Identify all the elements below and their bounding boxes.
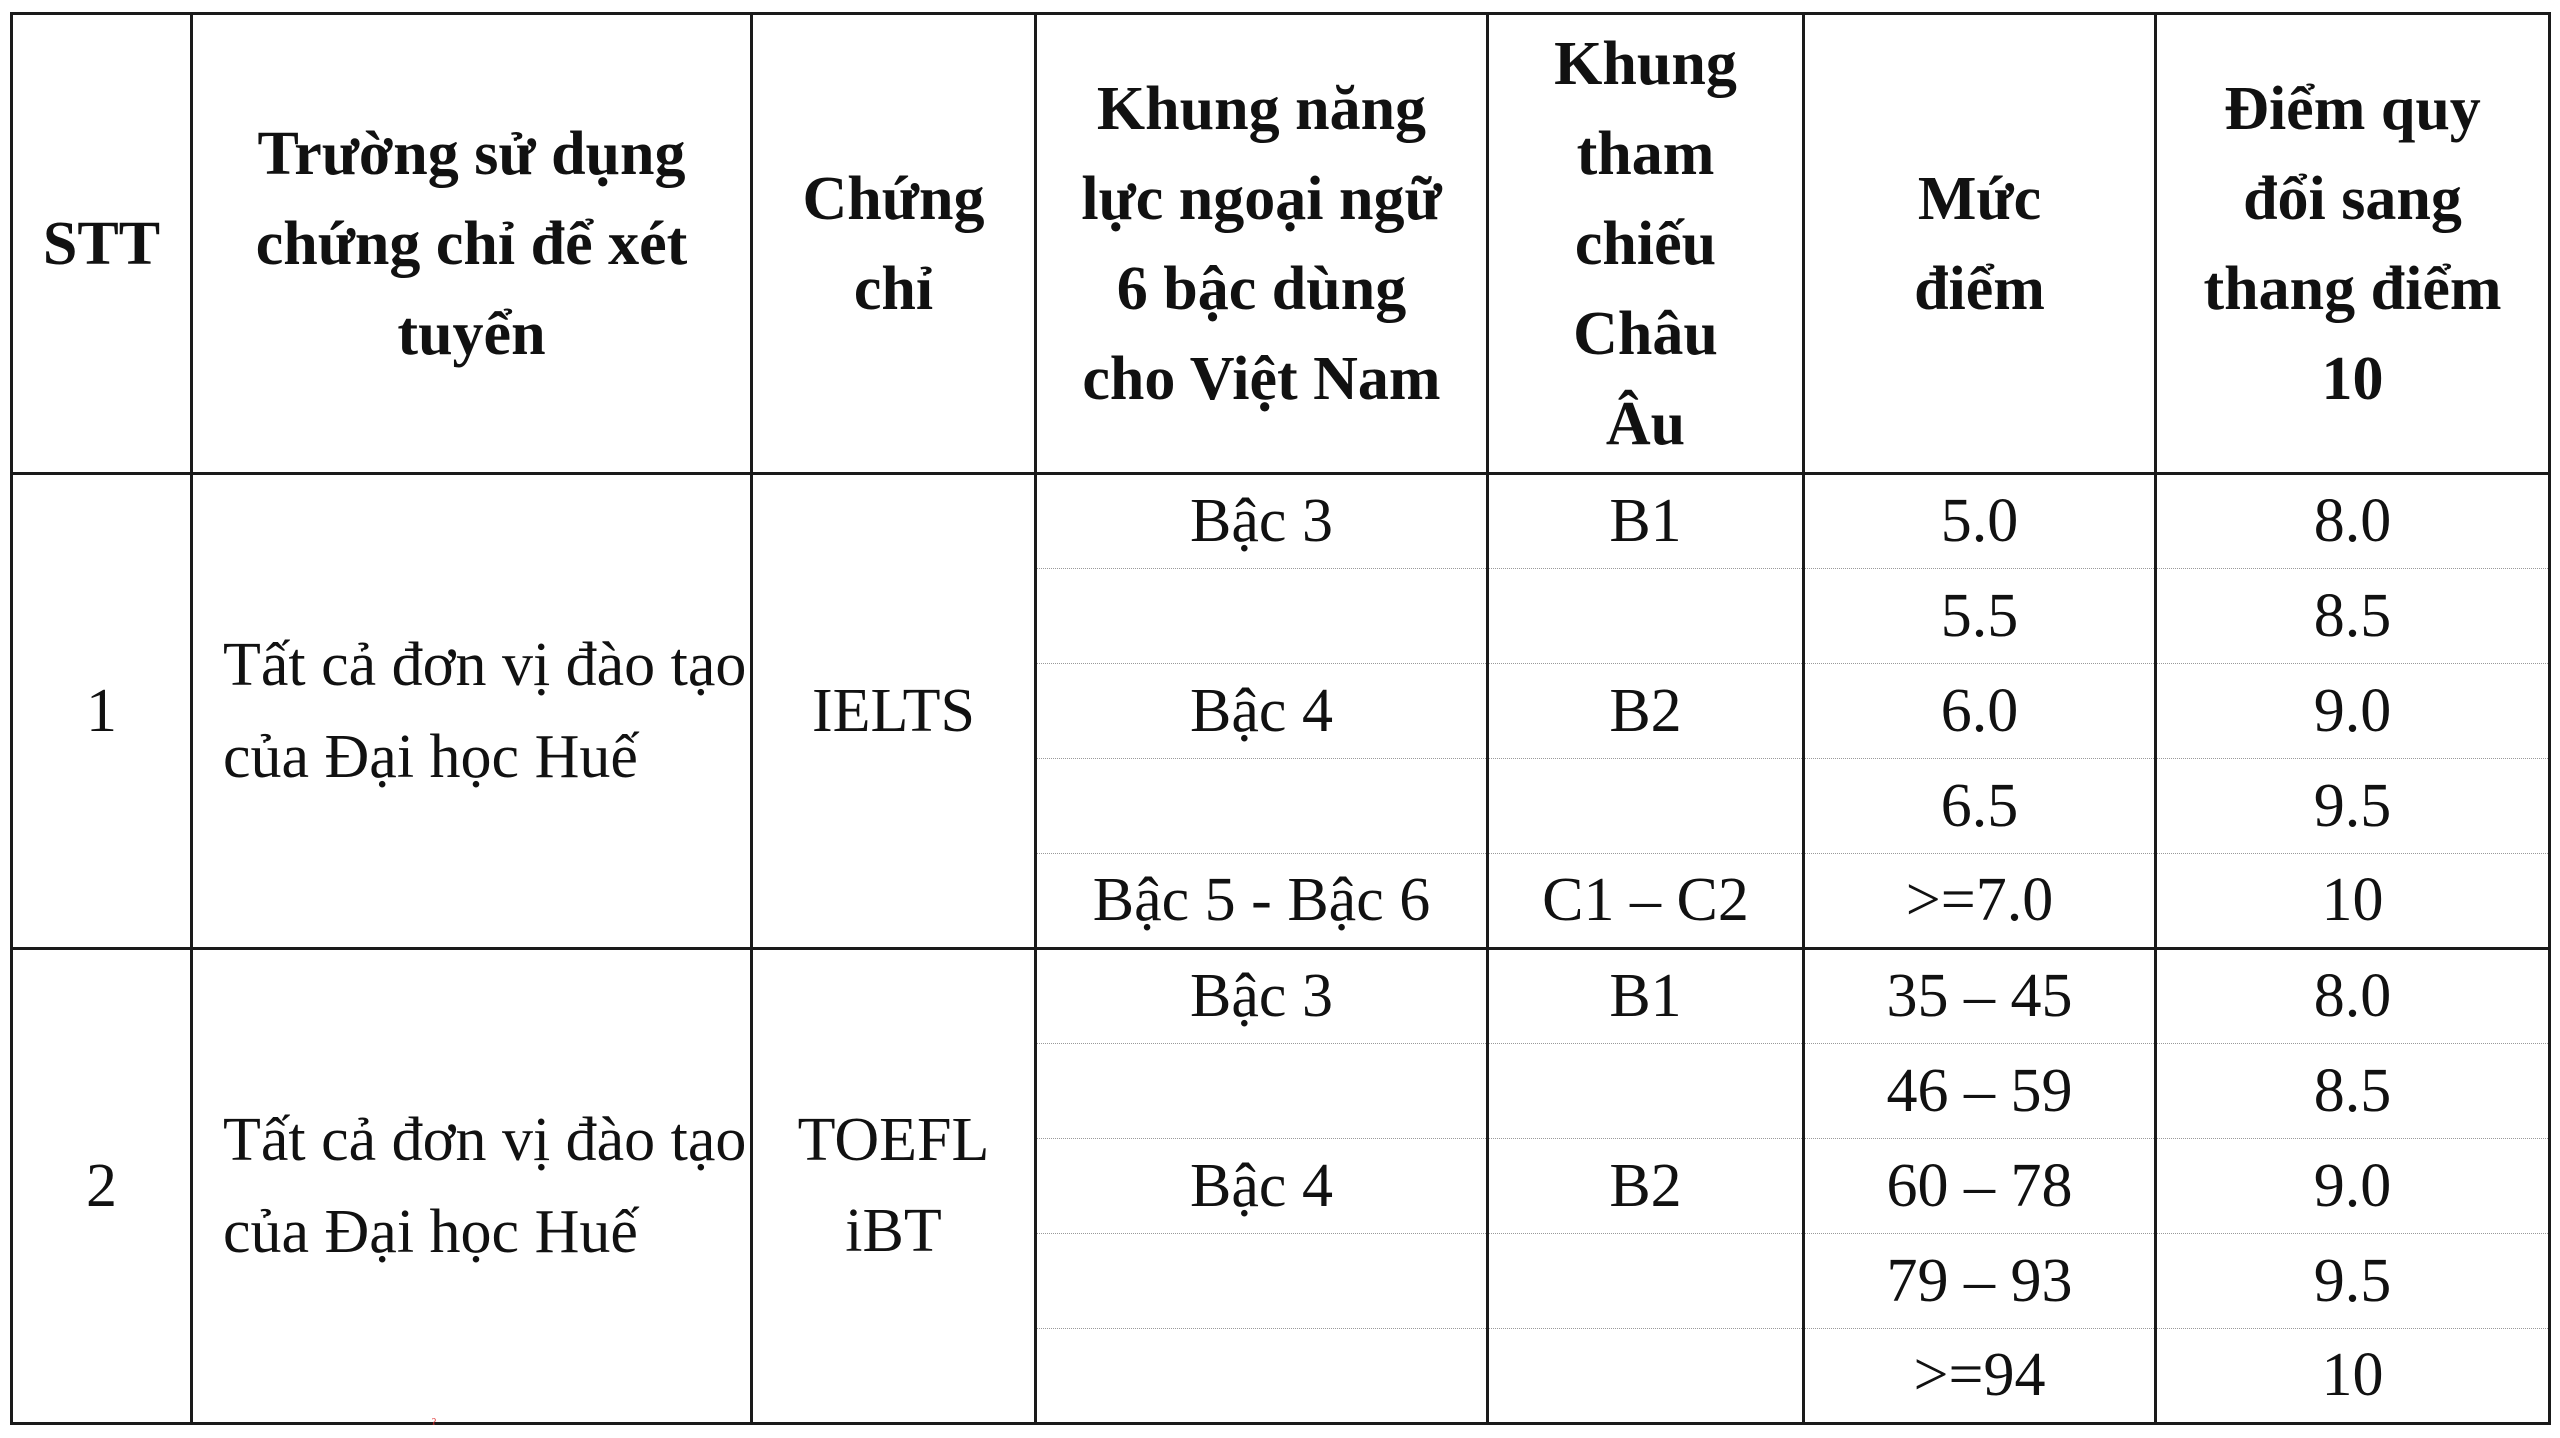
certificate-cell: TOEFL iBT bbox=[752, 949, 1036, 1424]
vn-level-cell bbox=[1036, 759, 1488, 854]
header-score-level: Mức điểm bbox=[1804, 14, 2156, 474]
cefr-cell: B1 bbox=[1488, 474, 1804, 569]
converted-cell: 8.0 bbox=[2156, 474, 2550, 569]
table-row bbox=[12, 949, 2550, 1044]
header-certificate: Chứng chỉ bbox=[752, 14, 1036, 474]
score-cell: 6.0 bbox=[1804, 664, 2156, 759]
vn-level-cell: Bậc 5 - Bậc 6 bbox=[1036, 854, 1488, 949]
header-school: Trường sử dụng chứng chỉ để xét tuyển bbox=[192, 14, 752, 474]
vn-level-cell: Bậc 4 bbox=[1036, 664, 1488, 759]
converted-cell: 8.5 bbox=[2156, 569, 2550, 664]
vn-level-cell: Bậc 3 bbox=[1036, 474, 1488, 569]
vn-level-cell bbox=[1036, 1044, 1488, 1139]
converted-cell: 8.5 bbox=[2156, 1044, 2550, 1139]
converted-cell: 10 bbox=[2156, 1329, 2550, 1424]
header-converted: Điểm quy đổi sang thang điểm 10 bbox=[2156, 14, 2550, 474]
score-cell: 5.0 bbox=[1804, 474, 2156, 569]
converted-cell: 9.5 bbox=[2156, 759, 2550, 854]
header-row bbox=[12, 14, 2550, 474]
header-vn-framework: Khung năng lực ngoại ngữ 6 bậc dùng cho Việt Nam bbox=[1036, 14, 1488, 474]
vn-level-cell bbox=[1036, 569, 1488, 664]
score-cell: >=94 bbox=[1804, 1329, 2156, 1424]
score-cell: 46 – 59 bbox=[1804, 1044, 2156, 1139]
score-cell: >=7.0 bbox=[1804, 854, 2156, 949]
converted-cell: 9.0 bbox=[2156, 1139, 2550, 1234]
vn-level-cell bbox=[1036, 1329, 1488, 1424]
cefr-cell bbox=[1488, 569, 1804, 664]
score-cell: 6.5 bbox=[1804, 759, 2156, 854]
school-cell: Tất cả đơn vị đào tạo của Đại học Huế bbox=[192, 949, 752, 1424]
cefr-cell bbox=[1488, 759, 1804, 854]
cefr-cell bbox=[1488, 1329, 1804, 1424]
converted-cell: 9.5 bbox=[2156, 1234, 2550, 1329]
converted-cell: 10 bbox=[2156, 854, 2550, 949]
stt-cell: 2 bbox=[12, 949, 192, 1424]
score-cell: 60 – 78 bbox=[1804, 1139, 2156, 1234]
converted-cell: 9.0 bbox=[2156, 664, 2550, 759]
score-cell: 5.5 bbox=[1804, 569, 2156, 664]
converted-cell: 8.0 bbox=[2156, 949, 2550, 1044]
school-cell: Tất cả đơn vị đào tạo của Đại học Huế bbox=[192, 474, 752, 949]
header-cefr: Khung tham chiếu Châu Âu bbox=[1488, 14, 1804, 474]
table-row bbox=[12, 474, 2550, 569]
cefr-cell: B2 bbox=[1488, 664, 1804, 759]
score-cell: 35 – 45 bbox=[1804, 949, 2156, 1044]
vn-level-cell bbox=[1036, 1234, 1488, 1329]
stray-mark: ˀ bbox=[432, 1416, 436, 1433]
vn-level-cell: Bậc 3 bbox=[1036, 949, 1488, 1044]
score-cell: 79 – 93 bbox=[1804, 1234, 2156, 1329]
certificate-cell: IELTS bbox=[752, 474, 1036, 949]
stt-cell: 1 bbox=[12, 474, 192, 949]
cefr-cell bbox=[1488, 1234, 1804, 1329]
cefr-cell: C1 – C2 bbox=[1488, 854, 1804, 949]
vn-level-cell: Bậc 4 bbox=[1036, 1139, 1488, 1234]
cefr-cell: B2 bbox=[1488, 1139, 1804, 1234]
header-stt: STT bbox=[12, 14, 192, 474]
conversion-table bbox=[10, 12, 2551, 1425]
cefr-cell bbox=[1488, 1044, 1804, 1139]
cefr-cell: B1 bbox=[1488, 949, 1804, 1044]
